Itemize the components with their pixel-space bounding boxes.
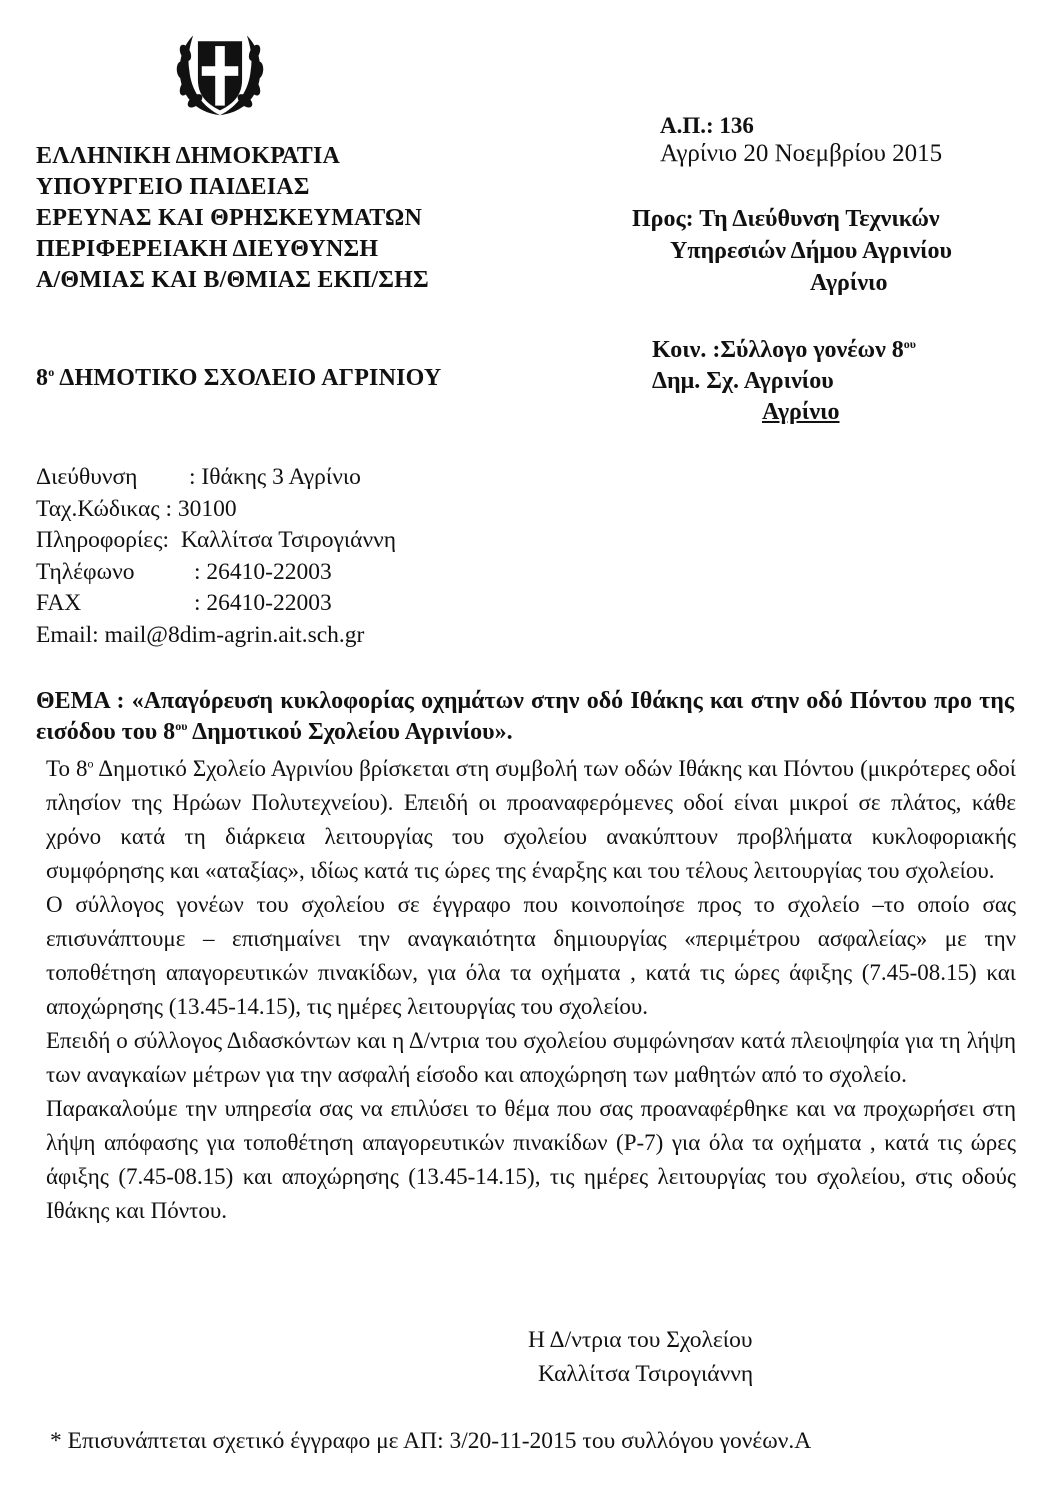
contact-phone: Τηλέφωνο : 26410-22003 [36, 558, 332, 585]
contact-email: Email: mail@8dim-agrin.ait.sch.gr [36, 621, 365, 648]
paragraph-2: Ο σύλλογος γονέων του σχολείου σε έγγραφο που κοινοποίησε προς το σχολείο –το οποίο σας επισυνάπτουμε – επισημαίνει την αναγκαιότητα δημιουργίας «περιμέτρου ασφαλείας» με την τοποθέτηση απαγορευτικών πινακίδων, για όλα τα οχήματα , κατά τις ώρες άφιξης (7.45-08.15) και αποχώρησης (13.45-14.15), τις ημέρες λειτουργίας του σχολείου. [46, 892, 1016, 1019]
paragraph-1: Το $8^o$ Δημοτικό Σχολείο Αγρινίου βρίσκεται στη συμβολή των οδών Ιθάκης και Πόντου (μικρότερες οδοί πλησίον της Ηρώων Πολυτεχνείου). Επειδή οι προαναφερόμενες οδοί είναι μικροί σε πλάτος, κάθε χρόνο κατά τη διάρκεια λειτουργίας του σχολείου ανακύπτουν προβλήματα κυκλοφοριακής συμφόρησης και «αταξίας», ιδίως κατά τις ώρες της έναρξης και του τέλους λειτουργίας του σχολείου. [46, 756, 1016, 883]
subject-line: ΘΕΜΑ : «Απαγόρευση κυκλοφορίας οχημάτων στην οδό Ιθάκης και στην οδό Πόντου προ της εισόδου του $8^{o\upsilon}$ Δημοτικού Σχολείου Αγρινίου». [36, 688, 1014, 745]
contact-info [36, 462, 396, 651]
greek-coat-of-arms-emblem [172, 24, 268, 120]
document-date: Αγρίνιο 20 Νοεμβρίου 2015 [660, 140, 943, 167]
cc-block [652, 335, 916, 428]
ministry-header [36, 141, 429, 296]
attachment-footnote: * Επισυνάπτεται σχετικό έγγραφο με ΑΠ: 3/20-11-2015 του συλλόγου γονέων.Α [50, 1428, 812, 1454]
signature-name: Καλλίτσα Τσιρογιάννη [538, 1361, 754, 1387]
cc-line3: Αγρίνιο [762, 399, 840, 425]
protocol-number: Α.Π.: 136 [660, 113, 754, 138]
contact-address: Διεύθυνση : Ιθάκης 3 Αγρίνιο [36, 464, 361, 490]
recipient-line2: Υπηρεσιών Δήμου Αγρινίου [670, 238, 953, 264]
paragraph-3: Επειδή ο σύλλογος Διδασκόντων και η Δ/ντρια του σχολείου συμφώνησαν κατά πλειοψηφία για τη λήψη των αναγκαίων μέτρων για την ασφαλή είσοδο και αποχώρηση των μαθητών από το σχολείο. [46, 1028, 1016, 1087]
header-line-education: Α/ΘΜΙΑΣ ΚΑΙ Β/ΘΜΙΑΣ ΕΚΠ/ΣΗΣ [36, 267, 429, 293]
signature-title: Η Δ/ντρια του Σχολείου [528, 1327, 753, 1353]
header-line-ministry: ΥΠΟΥΡΓΕΙΟ ΠΑΙΔΕΙΑΣ [36, 174, 310, 200]
contact-info-person: Πληροφορίες: Καλλίτσα Τσιρογιάννη [36, 527, 397, 553]
cc-line2: Δημ. Σχ. Αγρινίου [652, 368, 834, 394]
letter-body [46, 752, 1016, 1228]
recipient-block [632, 203, 1002, 299]
recipient-line3: Αγρίνιο [810, 270, 888, 296]
header-line-research: ΕΡΕΥΝΑΣ ΚΑΙ ΘΡΗΣΚΕΥΜΑΤΩΝ [36, 205, 422, 231]
header-line-republic: ΕΛΛΗΝΙΚΗ ΔΗΜΟΚΡΑΤΙΑ [36, 143, 341, 169]
cc-line1: Κοιν. :Σύλλογο γονέων $8^{o\upsilon}$ [652, 337, 917, 363]
contact-fax: FAX : 26410-22003 [36, 590, 332, 616]
header-line-regional: ΠΕΡΙΦΕΡΕΙΑΚΗ ΔΙΕΥΘΥΝΣΗ [36, 236, 379, 262]
recipient-line1: Προς: Τη Διεύθυνση Τεχνικών [632, 206, 940, 232]
paragraph-4: Παρακαλούμε την υπηρεσία σας να επιλύσει το θέμα που σας προαναφέρθηκε και να προχωρήσει στη λήψη απόφασης για τοποθέτηση απαγορευτικών πινακίδων (Ρ-7) για όλα τα οχήματα , κατά τις ώρες άφιξης (7.45-08.15) και αποχώρησης (13.45-14.15), τις ημέρες λειτουργίας του σχολείου, στις οδούς Ιθάκης και Πόντου. [46, 1096, 1016, 1223]
school-name: $8^o$ ΔΗΜΟΤΙΚΟ ΣΧΟΛΕΙΟ ΑΓΡΙΝΙΟΥ [36, 365, 442, 391]
contact-zip: Ταχ.Κώδικας : 30100 [36, 495, 237, 522]
